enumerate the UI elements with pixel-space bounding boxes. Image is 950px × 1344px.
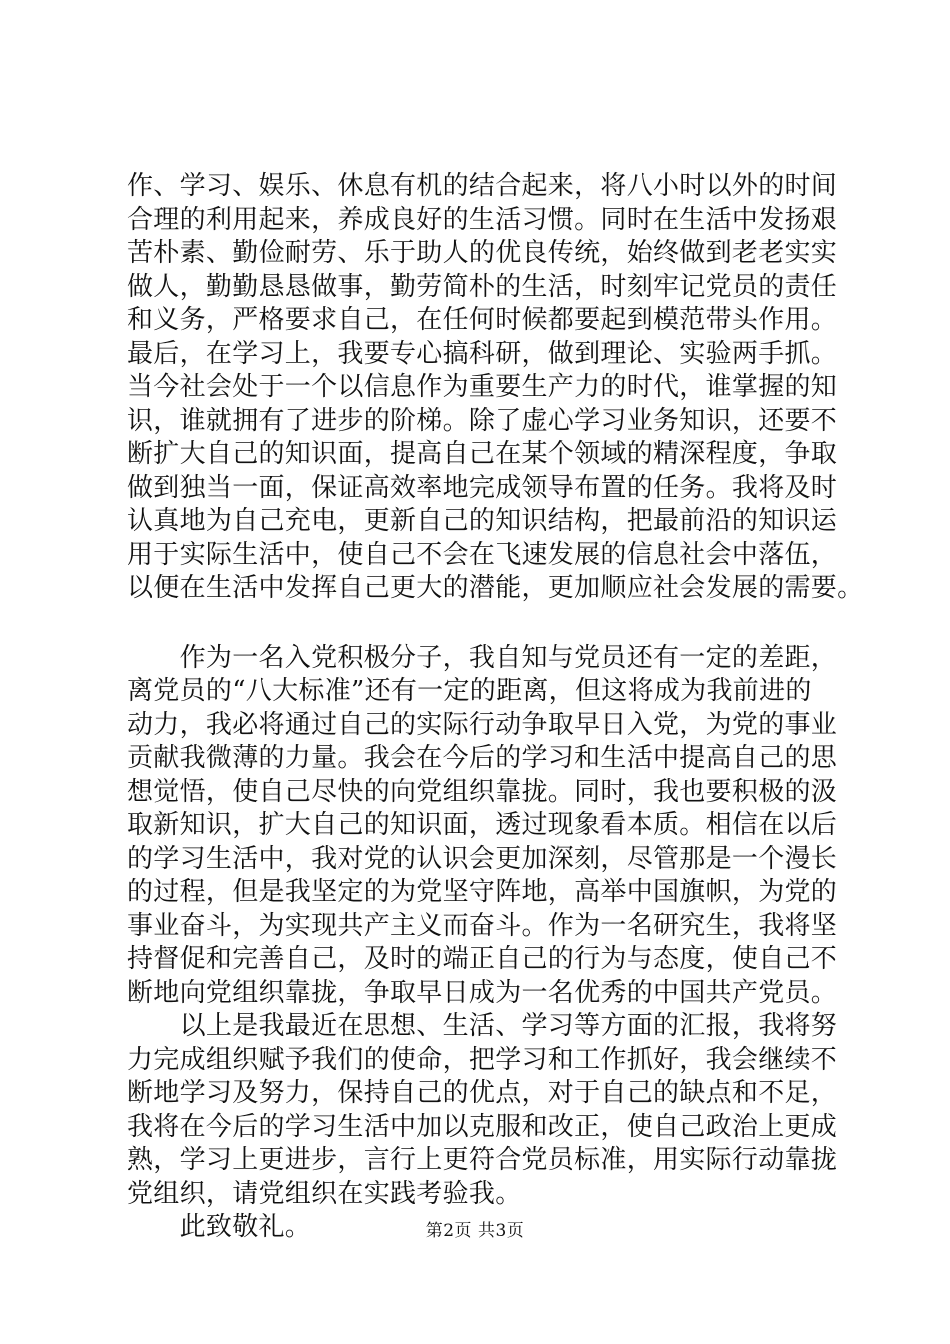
- text-line: 持督促和完善自己，及时的端正自己的行为与态度，使自己不: [127, 944, 838, 974]
- text-line: 的过程，但是我坚定的为党坚守阵地，高举中国旗帜，为党的: [127, 877, 838, 907]
- text-line: 想觉悟，使自己尽快的向党组织靠拢。同时，我也要积极的汲: [127, 776, 838, 807]
- text-line: 当今社会处于一个以信息作为重要生产力的时代，谁掌握的知: [127, 372, 838, 402]
- text-line: 作为一名入党积极分子，我自知与党员还有一定的差距，: [127, 642, 838, 673]
- text-line: 识，谁就拥有了进步的阶梯。除了虚心学习业务知识，还要不: [127, 405, 838, 436]
- text-line: 断地向党组织靠拢，争取早日成为一名优秀的中国共产党员。: [127, 977, 838, 1008]
- text-line: 熟，学习上更进步，言行上更符合党员标准，用实际行动靠拢: [127, 1145, 838, 1175]
- paragraph-block-1: [127, 170, 864, 606]
- text-line: 最后，在学习上，我要专心搞科研，做到理论、实验两手抓。: [127, 338, 838, 369]
- text-line: 此致敬礼。: [127, 1212, 312, 1242]
- document-body: [127, 170, 864, 1245]
- text-line: 苦朴素、勤俭耐劳、乐于助人的优良传统，始终做到老老实实: [127, 238, 838, 268]
- text-line: 力完成组织赋予我们的使命，把学习和工作抓好，我会继续不: [127, 1044, 838, 1075]
- text-line: 党组织，请党组织在实践考验我。: [127, 1178, 522, 1209]
- text-line: 断地学习及努力，保持自己的优点，对于自己的缺点和不足，: [127, 1078, 838, 1108]
- text-line: 离党员的“八大标准”还有一定的距离，但这将成为我前进的: [127, 676, 812, 706]
- paragraph-spacer: [127, 606, 827, 642]
- text-line: 我将在今后的学习生活中加以克服和改正，使自己政治上更成: [127, 1111, 838, 1142]
- text-line: 做到独当一面，保证高效率地完成领导布置的任务。我将及时: [127, 472, 838, 503]
- text-line: 断扩大自己的知识面，提高自己在某个领域的精深程度，争取: [127, 439, 838, 469]
- text-line: 用于实际生活中，使自己不会在飞速发展的信息社会中落伍，: [127, 539, 838, 570]
- text-line: 动力，我必将通过自己的实际行动争取早日入党，为党的事业: [127, 709, 838, 740]
- text-line: 的学习生活中，我对党的认识会更加深刻，尽管那是一个漫长: [127, 843, 838, 874]
- text-line: 和义务，严格要求自己，在任何时候都要起到模范带头作用。: [127, 305, 838, 335]
- text-line: 做人，勤勤恳恳做事，勤劳简朴的生活，时刻牢记党员的责任: [127, 271, 838, 302]
- text-line: 合理的利用起来，养成良好的生活习惯。同时在生活中发扬艰: [127, 204, 838, 235]
- paragraph-block-2: [127, 642, 838, 1245]
- text-line: 事业奋斗，为实现共产主义而奋斗。作为一名研究生，我将坚: [127, 910, 838, 941]
- text-line: 以便在生活中发挥自己更大的潜能，更加顺应社会发展的需要。: [127, 573, 864, 603]
- text-line: 作、学习、娱乐、休息有机的结合起来，将八小时以外的时间: [127, 171, 838, 201]
- text-line: 以上是我最近在思想、生活、学习等方面的汇报，我将努: [127, 1011, 838, 1041]
- text-line: 贡献我微薄的力量。我会在今后的学习和生活中提高自己的思: [127, 743, 838, 773]
- text-line: 取新知识，扩大自己的知识面，透过现象看本质。相信在以后: [127, 810, 838, 840]
- text-line: 认真地为自己充电，更新自己的知识结构，把最前沿的知识运: [127, 506, 838, 536]
- page-number-footer: 第2页 共3页: [425, 1221, 525, 1241]
